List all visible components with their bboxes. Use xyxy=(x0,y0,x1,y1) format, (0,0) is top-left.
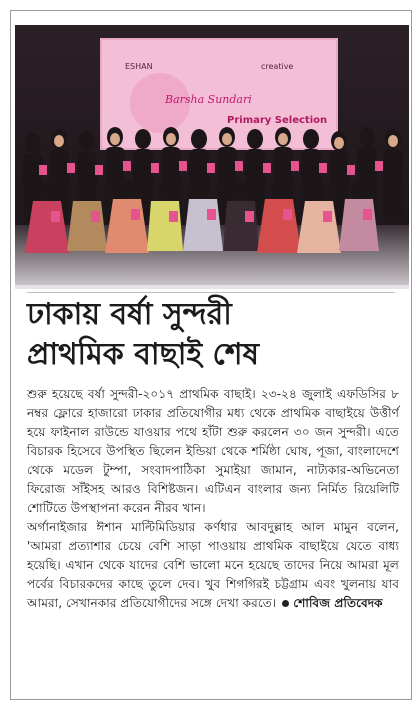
headline-line-2: প্রাথমিক বাছাই শেষ xyxy=(27,337,259,372)
headline-line-1: ঢাকায় বর্ষা সুন্দরী xyxy=(27,297,232,332)
banner-logo-right: creative xyxy=(261,62,294,71)
article-body xyxy=(27,385,399,613)
article-paragraph-2-text: অর্গানাইজার ঈশান মাল্টিমিডিয়ার কর্ণধার আবদুল্লাহ আল মামুন বলেন, 'আমরা প্রত্যাশার চেয়ে বেশি সাড়া পাওয়ায় প্রাথমিক বাছাইয়ে যেতে বাধ্য হয়েছি। এখান থেকে যাদের বেশি ভালো মনে হয়েছে তাদের নিয়ে আমরা মূল পর্বের বিচারকদের কাছে তুলে দেব। খুব শিগগিরই চট্টগ্রাম এবং খুলনায় যাব আমরা, সেখানকার প্রতিযোগীদের সঙ্গে দেখা করতে। xyxy=(27,520,399,610)
article-paragraph-2 xyxy=(27,518,399,613)
photo-illustration xyxy=(15,25,409,285)
group-photo xyxy=(15,25,409,289)
byline: শোবিজ প্রতিবেদক xyxy=(293,596,383,610)
article-paragraph-1: শুরু হয়েছে বর্ষা সুন্দরী-২০১৭ প্রাথমিক বাছাই। ২৩-২৪ জুলাই এফডিসির ৮ নম্বর ফ্লোরে হাজারো ঢাকার প্রতিযোগীর মধ্য থেকে প্রাথমিক বাছাইয়ে উত্তীর্ণ হয়ে ফাইনাল রাউন্ডে যাওয়ার পথে হাঁটা শুরু করলেন ৩০ জন সুন্দরী। এতে বিচারক হিসেবে উপস্থিত ছিলেন ইন্ডিয়া থেকে শর্মিষ্ঠা ঘোষ, পূজা, বাংলাদেশে থেকে মডেল টুম্পা, সংবাদপাঠিকা সুমাইয়া জামান, নাট্যকার-অভিনেতা ফিরোজ সাঁইসহ আরও বিশিষ্টজন। এটিএন বাংলার জন্য নির্মিত রিয়েলিটি শোটিতে উপস্থাপনা করেন নীরব খান। xyxy=(27,387,399,515)
banner-logo-left: ESHAN xyxy=(125,62,153,71)
headline xyxy=(27,295,397,375)
news-clipping xyxy=(10,10,412,700)
banner-text: Primary Selection xyxy=(227,115,328,126)
header-rule xyxy=(27,292,395,293)
banner-script: Barsha Sundari xyxy=(165,93,252,106)
bullet-icon xyxy=(282,600,289,607)
